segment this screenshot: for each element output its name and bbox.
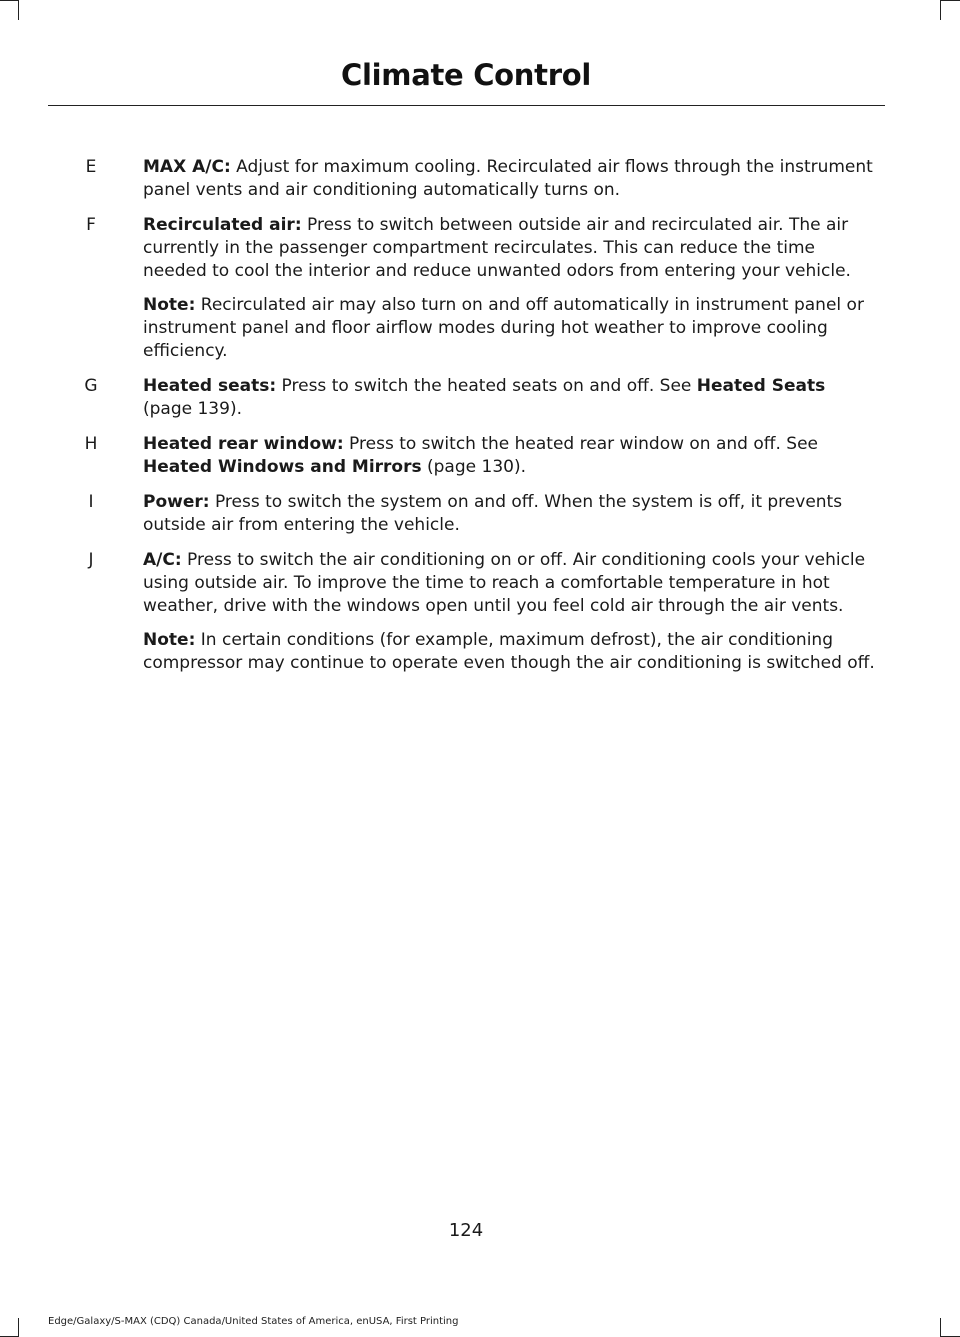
control-legend-list <box>0 156 960 687</box>
legend-item-letter: H <box>84 434 98 454</box>
legend-item-description <box>143 433 876 479</box>
page-reference: (page 139). <box>143 399 242 419</box>
term-heading: Heated seats: <box>143 376 277 396</box>
term-heading: Note: <box>143 295 196 315</box>
term-heading: A/C: <box>143 550 182 570</box>
description-paragraph <box>143 491 876 537</box>
legend-item <box>0 375 960 421</box>
description-text: Press to switch the air conditioning on or off. Air conditioning cools your vehicle using outside air. To improve the time to reach a comfortable temperature in hot weather, drive with the windows open until you feel cold air through the air vents. <box>143 550 866 616</box>
description-paragraph <box>143 214 876 283</box>
description-text: Press to switch between outside air and recirculated air. The air currently in the passenger compartment recirculates. This can reduce the time needed to cool the interior and reduce unwanted odors from entering your vehicle. <box>143 215 851 281</box>
legend-item-letter: E <box>85 157 97 177</box>
header-divider <box>48 105 885 106</box>
description-paragraph <box>143 549 876 618</box>
term-heading: Note: <box>143 630 196 650</box>
legend-item-description <box>143 214 876 363</box>
description-text: Press to switch the system on and off. When the system is off, it prevents outside air from entering the vehicle. <box>143 492 843 535</box>
legend-item-letter: J <box>88 550 94 570</box>
term-heading: Heated rear window: <box>143 434 344 454</box>
legend-item-letter: G <box>84 376 98 396</box>
legend-item-letter: I <box>88 492 94 512</box>
page-title: Climate Control <box>341 58 591 92</box>
legend-item <box>0 491 960 537</box>
page-reference: (page 130). <box>421 457 526 477</box>
term-heading: Power: <box>143 492 210 512</box>
description-paragraph <box>143 156 876 202</box>
legend-item-description <box>143 375 876 421</box>
crop-mark <box>18 0 19 20</box>
crop-mark <box>940 1318 941 1337</box>
description-text: Press to switch the heated rear window on and off. See <box>343 434 819 454</box>
term-heading: MAX A/C: <box>143 157 231 177</box>
description-paragraph <box>143 433 876 479</box>
legend-item <box>0 433 960 479</box>
crop-mark <box>18 1318 19 1337</box>
legend-item-description <box>143 156 876 202</box>
legend-item <box>0 156 960 202</box>
term-heading: Recirculated air: <box>143 215 302 235</box>
description-paragraph <box>143 629 876 675</box>
description-text: Press to switch the heated seats on and off. See <box>276 376 697 396</box>
crop-mark <box>0 0 18 1</box>
legend-item <box>0 214 960 363</box>
cross-reference-link[interactable]: Heated Windows and Mirrors <box>143 457 422 477</box>
crop-mark <box>941 0 960 1</box>
description-text: Adjust for maximum cooling. Recirculated air flows through the instrument panel vents and air conditioning automatically turns on. <box>143 157 873 200</box>
description-paragraph <box>143 294 876 363</box>
cross-reference-link[interactable]: Heated Seats <box>696 376 826 396</box>
legend-item-description <box>143 549 876 675</box>
legend-item <box>0 549 960 675</box>
description-text: Recirculated air may also turn on and off automatically in instrument panel or instrument panel and floor airflow modes during hot weather to improve cooling efficiency. <box>143 295 864 361</box>
page-number: 124 <box>448 1220 484 1241</box>
description-paragraph <box>143 375 876 421</box>
edition-footer: Edge/Galaxy/S-MAX (CDQ) Canada/United States of America, enUSA, First Printing <box>48 1316 459 1327</box>
legend-item-description <box>143 491 876 537</box>
legend-item-letter: F <box>86 215 96 235</box>
crop-mark <box>940 0 941 20</box>
description-text: In certain conditions (for example, maximum defrost), the air conditioning compressor may continue to operate even though the air conditioning is switched off. <box>143 630 875 673</box>
